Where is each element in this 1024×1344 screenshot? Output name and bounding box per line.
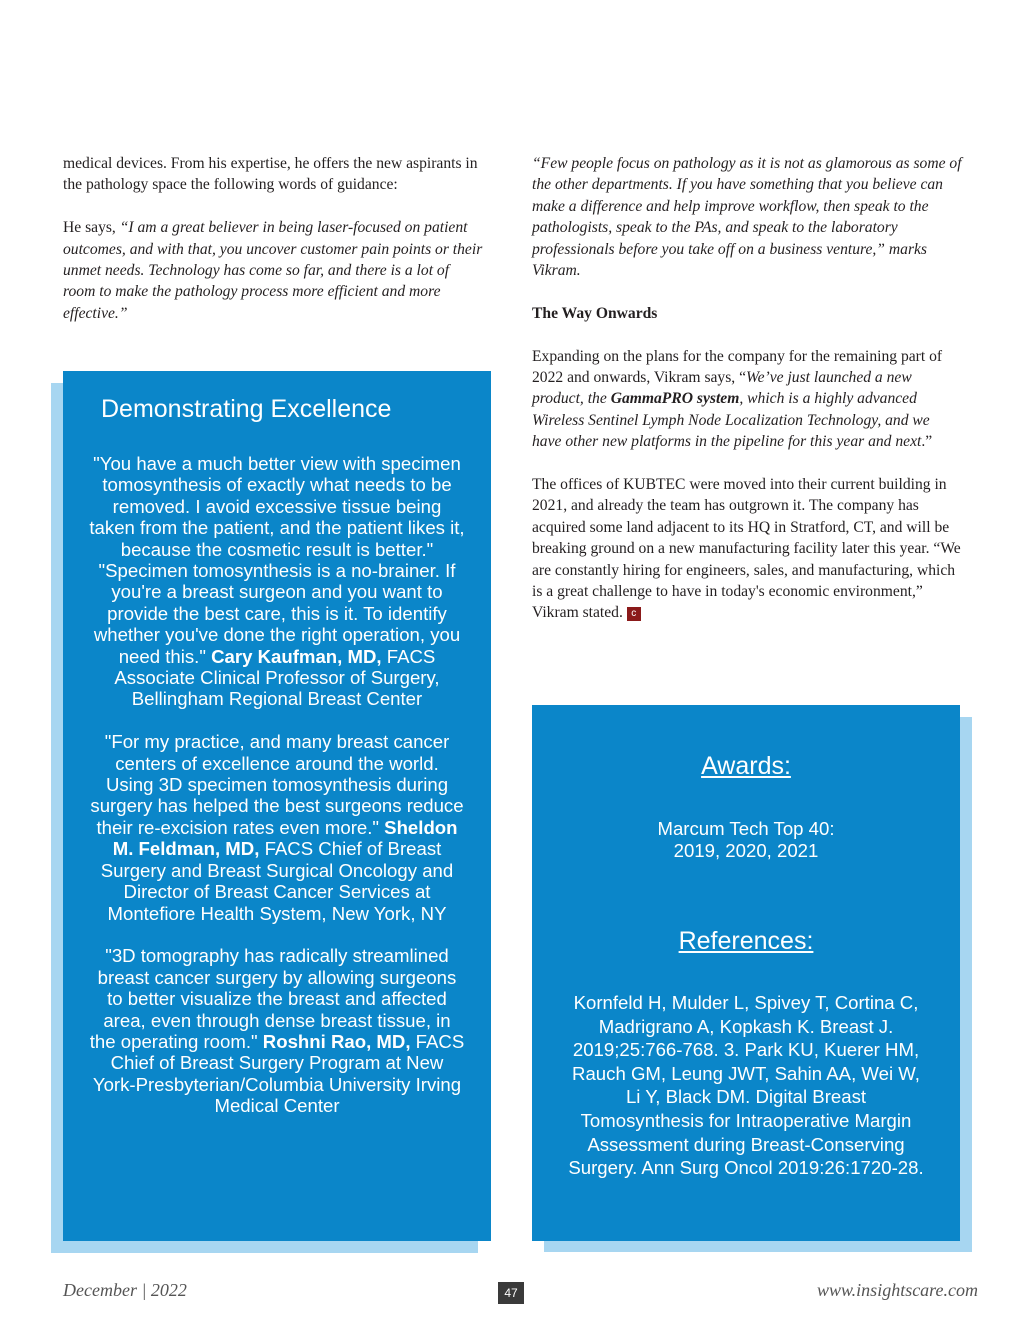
references-title: References: bbox=[678, 927, 814, 955]
testimonial-role: FACS Chief of Breast Surgery Program at New York-Presbyterian/Columbia University Irving Medical Center bbox=[92, 1030, 465, 1117]
plans-quote-2: , which is a highly advanced Wireless Sentinel Lymph Node Localization Technology, and we have other new platforms in the pipeline for this year and next bbox=[532, 390, 930, 451]
offices-text: The offices of KUBTEC were moved into their current building in 2021, and already the team has outgrown it. The company has acquired some land adjacent to its HQ in Stratford, CT, and will be breaking ground on a new manufacturing facility later this year. “We are constantly hiring for engineers, sales, and manufacturing, which is a great challenge to have in today's economic environment,” Vikram stated. bbox=[532, 476, 961, 622]
plans-lead: Expanding on the plans for the company for the remaining part of 2022 and onwards, Vikram says, “ bbox=[532, 347, 943, 387]
testimonial-role: FACS Associate Clinical Professor of Surgery, Bellingham Regional Breast Center bbox=[114, 645, 440, 710]
right-article-column bbox=[532, 153, 962, 645]
testimonial-list bbox=[89, 453, 465, 1138]
page-number: 47 bbox=[498, 1282, 524, 1304]
references-text: Kornfeld H, Mulder L, Spivey T, Cortina C, Madrigrano A, Kopkash K. Breast J. 2019;25:766-768. 3. Park KU, Kuerer HM, Rauch GM, Leung JWT, Sahin AA, Wei W, Li Y, Black DM. Digital Breast Tomosynthesis for Intraoperative Margin Assessment during Breast-Conserving Surgery. Ann Surg Oncol 2019:26:1720-28. bbox=[568, 992, 924, 1179]
plans-quote-1: We’ve just launched a new product, the bbox=[532, 369, 912, 408]
says-paragraph bbox=[63, 217, 483, 324]
product-name: GammaPRO system bbox=[610, 390, 740, 408]
plans-end: .” bbox=[921, 433, 933, 451]
award-name: Marcum Tech Top 40: bbox=[657, 818, 835, 839]
left-article-column bbox=[63, 153, 483, 346]
says-quote: “I am a great believer in being laser-focused on patient outcomes, and with that, you uncover customer pain points or their unmet needs. Technology has come so far, and there is a lot of room to make the pathology process more efficient and more effective.” bbox=[63, 219, 483, 322]
testimonial-author: Cary Kaufman, MD, bbox=[211, 645, 382, 667]
excellence-box bbox=[63, 371, 491, 1241]
brand-icon: c bbox=[627, 607, 641, 621]
excellence-title: Demonstrating Excellence bbox=[101, 395, 392, 423]
testimonial-role: FACS Chief of Breast Surgery and Breast Surgical Oncology and Director of Breast Cancer Services at Montefiore Health System, New York, NY bbox=[100, 838, 454, 924]
section-heading: The Way Onwards bbox=[532, 304, 658, 322]
says-lead: He says, bbox=[63, 219, 120, 237]
testimonial-author: Roshni Rao, MD, bbox=[262, 1030, 411, 1052]
awards-title: Awards: bbox=[701, 752, 791, 780]
awards-list bbox=[532, 818, 960, 862]
testimonial-kaufman bbox=[89, 453, 465, 710]
offices-paragraph bbox=[532, 474, 962, 624]
footer-url: www.insightscare.com bbox=[817, 1280, 978, 1300]
footer-date: December | 2022 bbox=[63, 1280, 187, 1300]
award-years: 2019, 2020, 2021 bbox=[673, 840, 819, 861]
testimonial-text: "3D tomography has radically streamlined breast cancer surgery by allowing surgeons to better visualize the breast and affected area, even through dense breast tissue, in the operating room." bbox=[89, 945, 457, 1052]
testimonial-rao bbox=[89, 945, 465, 1116]
plans-paragraph bbox=[532, 346, 962, 453]
awards-box bbox=[532, 705, 960, 1241]
testimonial-text: "For my practice, and many breast cancer centers of excellence around the world. Using 3D specimen tomosynthesis during surgery has helped the best surgeons reduce their re-excision rates even more." bbox=[90, 731, 464, 838]
testimonial-feldman bbox=[89, 731, 465, 924]
intro-paragraph: medical devices. From his expertise, he offers the new aspirants in the pathology space the following words of guidance: bbox=[63, 155, 478, 194]
testimonial-text: "You have a much better view with specimen tomosynthesis of exactly what needs to be removed. I avoid excessive tissue being taken from the patient, and the patient likes it, because the cosmetic result is better." "Specimen tomosynthesis is a no-brainer. If you're a breast surgeon and you want to provide the best care, this is it. To identify whether you've done the right operation, you need this." bbox=[89, 453, 465, 667]
testimonial-author: Sheldon M. Feldman, MD, bbox=[112, 816, 458, 860]
vikram-quote: “Few people focus on pathology as it is not as glamorous as some of the other departments. If you have something that you believe can make a difference and help improve workflow, then speak to the pathologists, speak to the PAs, and speak to the laboratory professionals before you take off on a business venture,” marks Vikram. bbox=[532, 155, 962, 280]
